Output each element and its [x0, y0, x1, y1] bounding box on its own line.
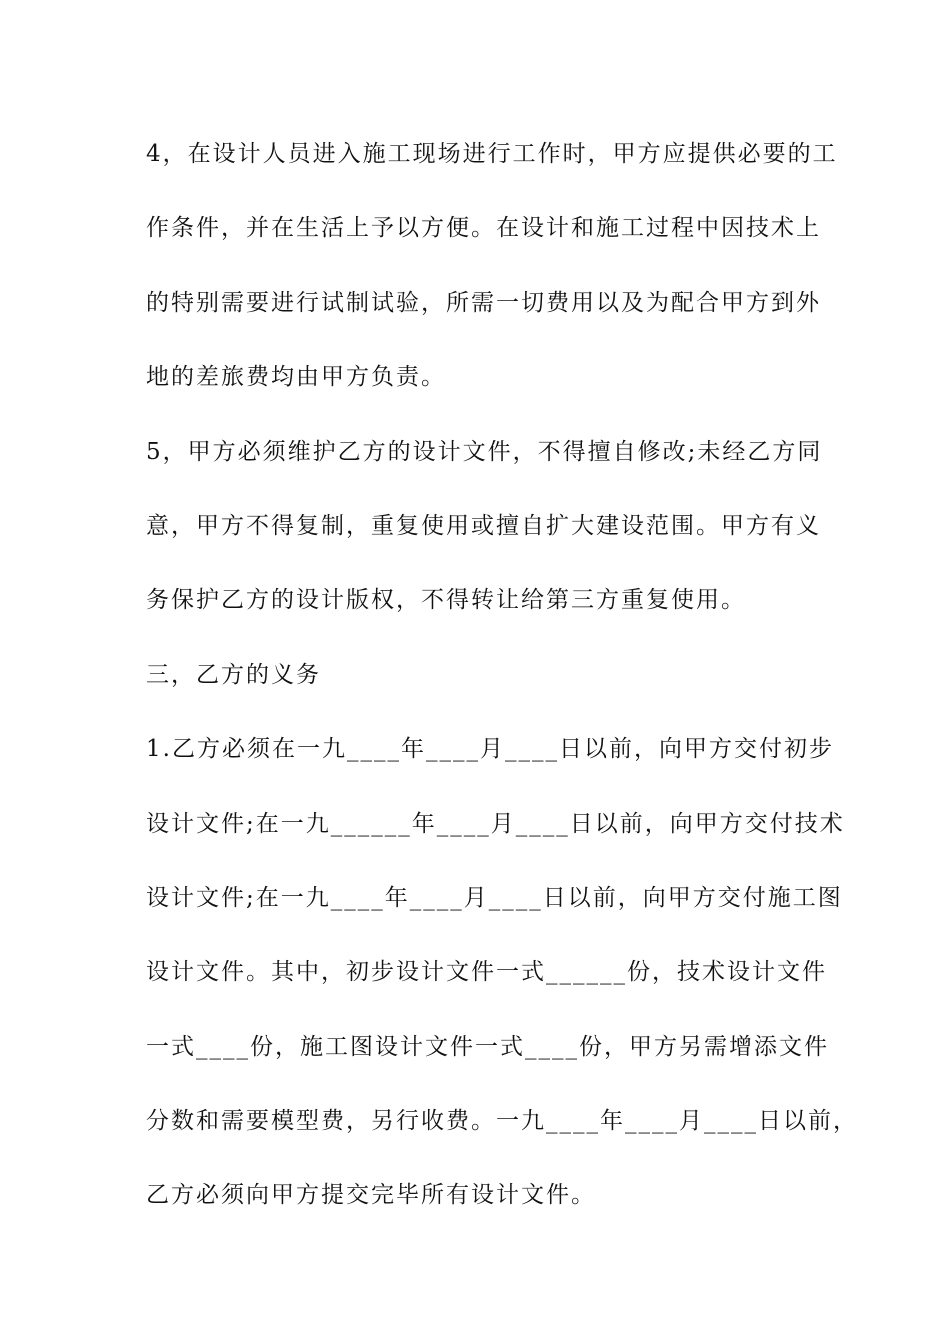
- paragraph-5-line-3: 务保护乙方的设计版权，不得转让给第三方重复使用。: [146, 587, 746, 614]
- clause-1-line-6: 分数和需要模型费，另行收费。一九____年____月____日以前，: [146, 1108, 858, 1135]
- clause-1-line-3: 设计文件;在一九____年____月____日以前，向甲方交付施工图: [146, 884, 843, 911]
- clause-1-line-7: 乙方必须向甲方提交完毕所有设计文件。: [146, 1182, 596, 1209]
- paragraph-4-line-1: 4，在设计人员进入施工现场进行工作时，甲方应提供必要的工: [146, 141, 838, 167]
- clause-1-line-2: 设计文件;在一九______年____月____日以前，向甲方交付技术: [146, 810, 845, 837]
- paragraph-4-line-3: 的特别需要进行试制试验，所需一切费用以及为配合甲方到外: [146, 289, 821, 316]
- paragraph-5-line-1: 5，甲方必须维护乙方的设计文件，不得擅自修改;未经乙方同: [146, 438, 823, 465]
- clause-1-line-5: 一式____份，施工图设计文件一式____份，甲方另需增添文件: [146, 1033, 829, 1060]
- clause-1-line-4: 设计文件。其中，初步设计文件一式______份，技术设计文件: [146, 959, 827, 986]
- paragraph-4-line-2: 作条件，并在生活上予以方便。在设计和施工过程中因技术上: [146, 215, 821, 242]
- section-heading: 三，乙方的义务: [146, 661, 321, 688]
- paragraph-4-line-4: 地的差旅费均由甲方负责。: [146, 364, 446, 391]
- clause-1-line-1: 1.乙方必须在一九____年____月____日以前，向甲方交付初步: [146, 736, 834, 763]
- paragraph-5-line-2: 意，甲方不得复制，重复使用或擅自扩大建设范围。甲方有义: [146, 512, 821, 539]
- document-body: [146, 132, 858, 1248]
